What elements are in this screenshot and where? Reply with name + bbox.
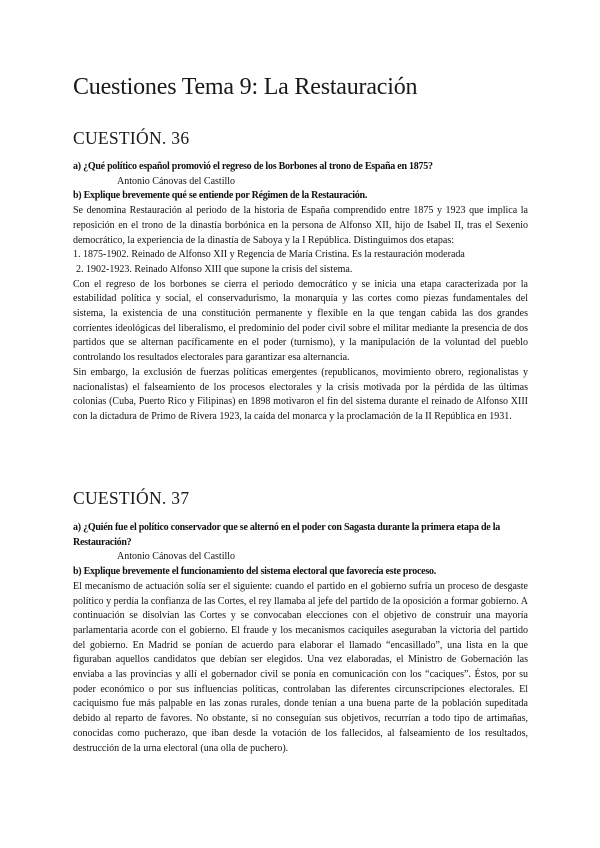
question-36-heading: CUESTIÓN. 36: [73, 128, 190, 148]
question-37a-answer: Antonio Cánovas del Castillo: [117, 551, 236, 563]
question-37-heading: CUESTIÓN. 37: [73, 488, 190, 508]
stage-1-item: 1. 1875-1902. Reinado de Alfonso XII y Regencia de María Cristina. Es la restauración moderada: [73, 249, 465, 261]
document-title: Cuestiones Tema 9: La Restauración: [73, 74, 418, 100]
question-36b-paragraph-2: Sin embargo, la exclusión de fuerzas políticas emergentes (republicanos, movimiento obrero, regionalistas y nacionalistas) el falseamiento de los procesos electorales y la crisis motivada por la pérdida de las últimas colonias (Cuba, Puerto Rico y Filipinas) en 1898 motivaron el fin del sistema durante el reinado de Alfonso XIII con la dictadura de Primo de Rivera 1923, la caída del monarca y la proclamación de la II República en 1931.: [73, 366, 528, 422]
question-36b-paragraph-1: Con el regreso de los borbones se cierra el periodo democrático y se inicia una etapa caracterizada por la estabilidad política y social, el conservadurismo, la monarquía y las cortes como piezas fundamentales del sistema, la existencia de una constitución permanente y flexible en la que tengan cabida las dos grandes corrientes ideológicas del liberalismo, el predominio del poder civil sobre el militar mediante la presencia de dos partidos que se alternan pacíficamente en el poder (turnismo), y la manipulación de la voluntad del pueblo controlando los resultados electorales para garantizar esa alternancia.: [73, 278, 528, 364]
question-37b-answer: El mecanismo de actuación solía ser el siguiente: cuando el partido en el gobierno sufría un proceso de desgaste político y perdía la confianza de las Cortes, el rey llamaba al jefe del partido de la oposición a formar gobierno. A continuación se disolvían las Cortes y se convocaban elecciones con el objetivo de construir una mayoría parlamentaria acorde con el gobierno. El fraude y los mecanismos caciquiles aseguraban la victoria del partido del gobierno. En Madrid se ponían de acuerdo para elaborar el llamado “encasillado”, una lista en la que figuraban aquellos candidatos que debían ser elegidos. Una vez elaboradas, el Ministro de Gobernación las enviaba a las provincias y allí el gobernador civil se ponía en comunicación con los “caciques”. Éstos, por su poder económico o por sus influencias políticas, controlaban las diferentes circunscripciones electorales. El caciquismo fue más palpable en las zonas rurales, donde tenían a una buena parte de la población supeditada debido al reparto de favores. No obstante, si no conseguían sus objetivos, recurrían a todo tipo de artimañas, conocidas como pucherazo, que iban desde la votación de los fallecidos, al falseamiento de los resultados, destrucción de la urna electoral (una olla de puchero).: [73, 580, 528, 754]
question-36a-prompt: a) ¿Qué político español promovió el regreso de los Borbones al trono de España en 1875?: [73, 161, 433, 172]
question-36b-intro: Se denomina Restauración al periodo de la historia de España comprendido entre 1875 y 1923 que implica la reposición en el trono de la dinastía borbónica en la persona de Alfonso XII, hijo de Isabel II, tras el Sexenio democrático, la experiencia de la dinastía de Saboya y la I República. Distinguimos dos etapas:: [73, 205, 528, 246]
stage-2-item: 2. 1902-1923. Reinado Alfonso XIII que supone la crisis del sistema.: [76, 263, 353, 275]
question-37b-prompt: b) Explique brevemente el funcionamiento del sistema electoral que favorecía este proceso.: [73, 566, 436, 578]
question-36-body: [73, 160, 528, 425]
question-36b-prompt: b) Explique brevemente qué se entiende por Régimen de la Restauración.: [73, 190, 368, 202]
question-37-body: [73, 521, 528, 756]
question-37a-prompt: a) ¿Quién fue el político conservador que se alternó en el poder con Sagasta durante la primera etapa de la Restauración?: [73, 522, 501, 548]
question-36a-answer: Antonio Cánovas del Castillo: [117, 175, 236, 187]
